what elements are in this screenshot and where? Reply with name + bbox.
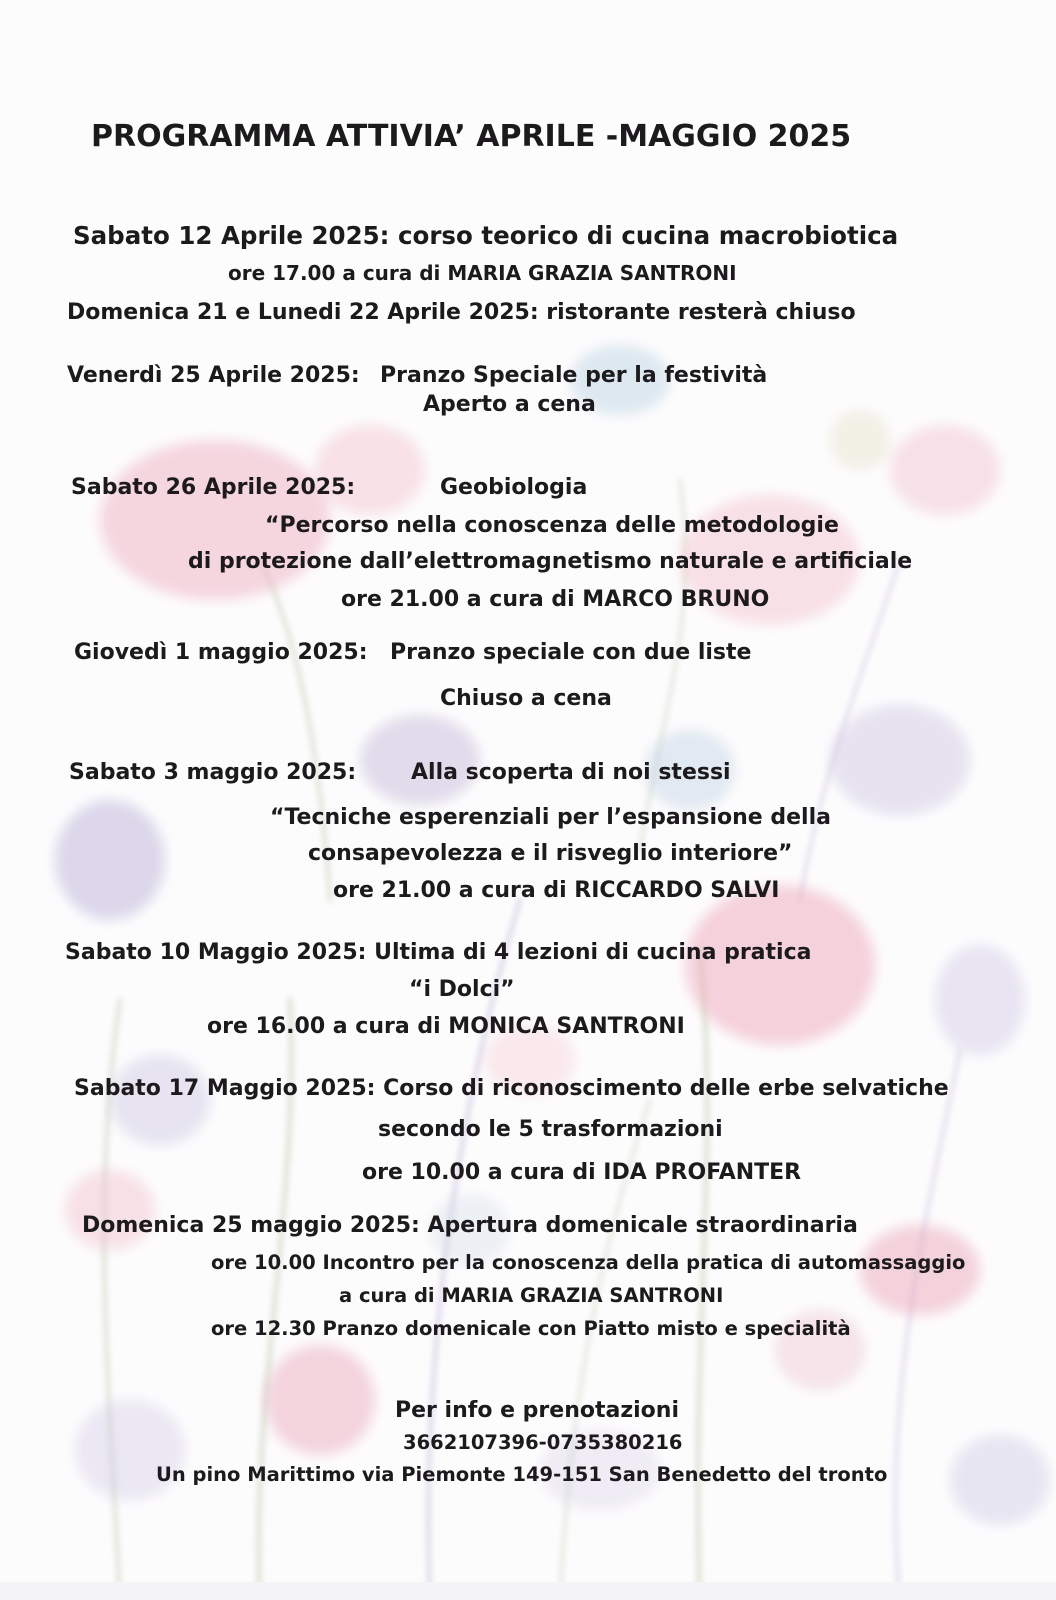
event-5-detail: Chiuso a cena bbox=[440, 686, 612, 711]
event-6-date: Sabato 3 maggio 2025: bbox=[69, 760, 357, 785]
event-8-line-1: secondo le 5 trasformazioni bbox=[378, 1117, 723, 1142]
event-7-heading: Sabato 10 Maggio 2025: Ultima di 4 lezioni di cucina pratica bbox=[65, 940, 812, 965]
contact-heading: Per info e prenotazioni bbox=[395, 1398, 680, 1423]
event-6-title: Alla scoperta di noi stessi bbox=[411, 760, 731, 785]
event-8-heading: Sabato 17 Maggio 2025: Corso di riconoscimento delle erbe selvatiche bbox=[74, 1076, 949, 1101]
event-6-detail: ore 21.00 a cura di RICCARDO SALVI bbox=[333, 878, 780, 903]
contact-phones: 3662107396-0735380216 bbox=[403, 1431, 683, 1454]
event-9-line-1: ore 10.00 Incontro per la conoscenza della pratica di automassaggio bbox=[211, 1251, 966, 1274]
event-4-date: Sabato 26 Aprile 2025: bbox=[71, 475, 356, 500]
event-5-date: Giovedì 1 maggio 2025: bbox=[74, 640, 368, 665]
event-1-detail: ore 17.00 a cura di MARIA GRAZIA SANTRONI bbox=[228, 261, 737, 285]
event-3-detail: Aperto a cena bbox=[423, 392, 596, 417]
event-6-line-1: “Tecniche esperenziali per l’espansione della bbox=[270, 805, 831, 830]
event-4-line-2: di protezione dall’elettromagnetismo naturale e artificiale bbox=[188, 549, 913, 574]
event-3-date: Venerdì 25 Aprile 2025: bbox=[67, 363, 360, 388]
bottom-edge-strip bbox=[0, 1582, 1056, 1600]
event-6-line-2: consapevolezza e il risveglio interiore” bbox=[308, 841, 793, 866]
event-9-line-2: a cura di MARIA GRAZIA SANTRONI bbox=[339, 1284, 724, 1307]
contact-address: Un pino Marittimo via Piemonte 149-151 San Benedetto del tronto bbox=[156, 1463, 888, 1486]
event-4-line-1: “Percorso nella conoscenza delle metodologie bbox=[265, 513, 839, 538]
event-2-heading: Domenica 21 e Lunedi 22 Aprile 2025: ristorante resterà chiuso bbox=[67, 300, 856, 325]
event-3-title: Pranzo Speciale per la festività bbox=[380, 363, 768, 388]
event-9-heading: Domenica 25 maggio 2025: Apertura domenicale straordinaria bbox=[82, 1213, 858, 1238]
page-title: PROGRAMMA ATTIVIA’ APRILE -MAGGIO 2025 bbox=[91, 119, 852, 154]
event-5-title: Pranzo speciale con due liste bbox=[390, 640, 752, 665]
event-1-heading: Sabato 12 Aprile 2025: corso teorico di cucina macrobiotica bbox=[73, 221, 899, 250]
event-7-line-1: “i Dolci” bbox=[409, 977, 515, 1002]
event-7-detail: ore 16.00 a cura di MONICA SANTRONI bbox=[207, 1014, 685, 1039]
event-4-detail: ore 21.00 a cura di MARCO BRUNO bbox=[341, 587, 770, 612]
event-9-line-3: ore 12.30 Pranzo domenicale con Piatto misto e specialità bbox=[211, 1317, 851, 1340]
event-8-detail: ore 10.00 a cura di IDA PROFANTER bbox=[362, 1160, 802, 1185]
event-4-title: Geobiologia bbox=[440, 475, 588, 500]
